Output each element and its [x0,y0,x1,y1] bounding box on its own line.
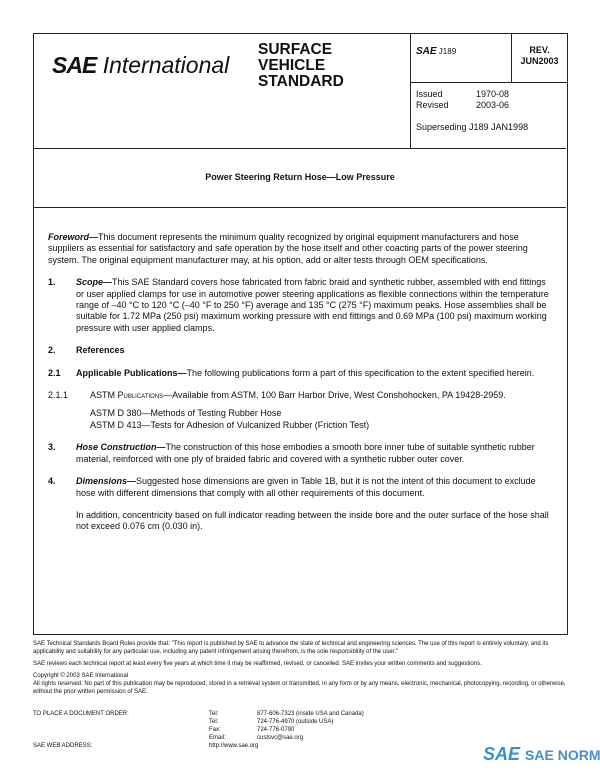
section-number: 2.1.1 [48,390,69,401]
astm-reference: ASTM D 413—Tests for Adhesion of Vulcanized Rubber (Friction Test) [90,419,370,430]
copyright: Copyright © 2003 SAE International [33,673,129,679]
rev-label: REV. [529,45,550,55]
section-heading: Applicable Publications— [76,367,187,378]
contact-value: 724-776-0790 [257,727,295,733]
section-dimensions [48,476,554,499]
standard-number [416,46,456,57]
section-text: The construction of this hose embodies a smooth bore inner tube of suitable synthetic rubber material, reinforced with one ply of braided fabric and covered with a synthetic rubber outer cover. [76,442,535,464]
issued-date: 1970-08 [476,89,510,99]
revision-cell [511,34,567,83]
footer [33,640,568,749]
section-heading: Dimensions— [76,476,137,487]
sae-international-logo [52,52,229,79]
doc-type-line: STANDARD [258,73,344,90]
superseding: Superseding J189 JAN1998 [416,122,529,132]
rights-reserved: All rights reserved. No part of this publication may be reproduced, stored in a retrieval system or transmitted, in any form or by any means, electronic, mechanical, photocopying, recording, or otherwise, without the prior written permission of SAE. [33,681,566,695]
section-references [48,345,554,356]
issued-label: Issued [416,89,443,99]
doc-type-line: SURFACE [258,41,333,58]
watermark-logo: SAE [483,744,521,764]
doc-type-line: VEHICLE [258,57,326,74]
section-scope [48,277,554,334]
section-number: 4. [48,476,56,487]
section-heading: Hose Construction— [76,442,166,453]
sae-small-logo: SAE [416,46,437,57]
section-text: This SAE Standard covers hose fabricated from fabric braid and synthetic rubber, assembled with end fittings or user applied clamps for use in automotive power steering applications as flexible connections within the temperature range of –40 °C to 120 °C (–40 °F to 250 °F) average and 135 °C (275 °F) maximum peaks. Hose assemblies shall be suitable for 1.72 MPa (250 psi) maximum working pressure with end fittings and 0.69 MPa (100 psi) maximum working pressure with user applied clamps. [76,277,549,333]
foreword [48,232,554,266]
document-header [34,34,566,149]
section-text: Available from ASTM, 100 Barr Harbor Drive, West Conshohocken, PA 19428-2959. [172,390,506,401]
logo-international: International [102,52,230,78]
rev-date: JUN2003 [520,56,559,66]
astm-list [48,408,554,431]
contact-key: Fax: [209,727,221,733]
contact-key: Tel: [209,711,219,717]
document-title: Power Steering Return Hose—Low Pressure [34,149,566,208]
footer-review: SAE reviews each technical report at least every five years at which time it may be reaffirmed, revised, or cancelled. SAE invites your written comments and suggestions. [33,661,482,667]
section-heading: Scope— [76,277,113,288]
section-heading: References [76,345,125,356]
footer-rules: SAE Technical Standards Board Rules provide that: "This report is published by SAE to advance the state of technical and engineering sciences. The use of this report is entirely voluntary, and its applicability and suitability for any particular use, including any patent infringement arising therefrom, is the sole responsibility of the user." [33,641,549,655]
logo-sae: SAE [52,52,97,78]
contact-value: 877-606-7323 (inside USA and Canada) [257,711,364,717]
section-astm-publications [48,390,554,401]
revised-label: Revised [416,100,449,110]
contact-value: 724-776-4970 (outside USA) [257,719,334,725]
section-number: 2. [48,345,56,356]
section-number: 2.1 [48,367,61,378]
document-type [258,42,344,90]
order-label: TO PLACE A DOCUMENT ORDER: [33,711,129,717]
sae-norm-watermark [483,744,600,765]
section-text: In addition, concentricity based on full indicator reading between the inside bore and the outer surface of the hose shall not exceed 0.076 cm (0.030 in). [76,509,549,532]
astm-reference: ASTM D 380—Methods of Testing Rubber Hose [90,408,282,419]
contact-key: Email: [209,735,226,741]
foreword-heading: Foreword— [48,232,99,242]
section-heading: ASTM Publications— [90,390,173,401]
j-number: J189 [438,47,457,56]
section-number: 3. [48,442,56,453]
section-hose-construction [48,442,554,465]
foreword-text: This document represents the minimum quality recognized by original equipment manufacturers and hose suppliers as essential for satisfactory and safe operation by the hose itself and other coacting parts of the power steering system. The original equipment manufacturer may, at his option, add or alter tests through OEM specifications. [48,232,528,265]
revised-date: 2003-06 [476,100,510,110]
web-link[interactable]: http://www.sae.org [209,743,259,749]
email-link[interactable]: custsvc@sae.org [257,735,304,741]
dates [416,89,536,111]
contact-key: Tel: [209,719,219,725]
web-label: SAE WEB ADDRESS: [33,743,93,749]
watermark-text: SAE NORM [525,747,600,763]
section-applicable-publications [48,368,554,379]
section-text: The following publications form a part of this specification to the extent specified herein. [186,367,535,378]
section-text: Suggested hose dimensions are given in Table 1B, but it is not the intent of this document to exclude hose with different dimensions that comply with all other requirements of this document. [76,476,536,498]
header-info [410,34,566,149]
document-body [48,232,554,544]
section-number: 1. [48,277,56,288]
document-frame [33,33,568,635]
